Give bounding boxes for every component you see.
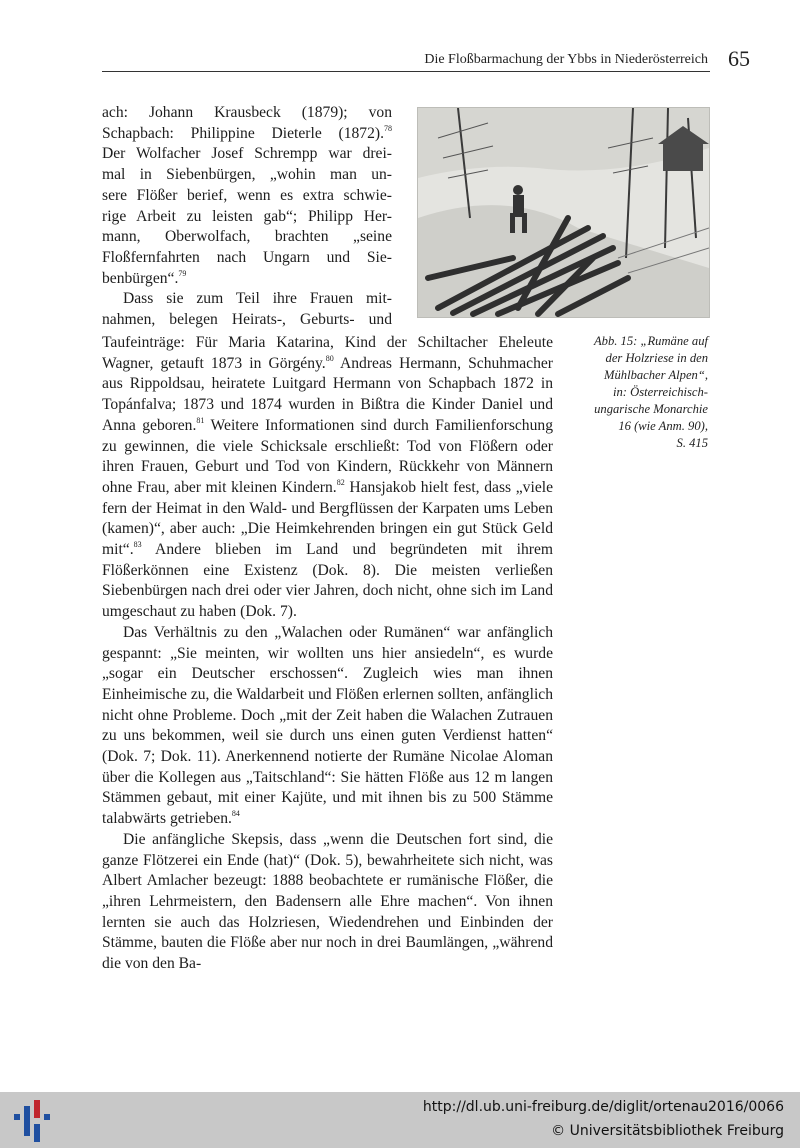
source-url-link[interactable]: http://dl.ub.uni-freiburg.de/diglit/ortenau2016/0066 (422, 1099, 784, 1115)
running-title: Die Floßbarmachung der Ybbs in Niederösterreich (424, 52, 708, 67)
copyright-notice: © Universitätsbibliothek Freiburg (551, 1123, 784, 1139)
footnote-ref: 79 (178, 268, 187, 278)
text-line: mann, Oberwolfach, brachten „seine (102, 228, 392, 246)
footnote-ref: 78 (384, 123, 392, 133)
body-text-wide (102, 333, 553, 975)
caption-line: in: Österreichisch- (612, 385, 708, 399)
body-text-narrow (102, 103, 392, 331)
text-line: Dass sie zum Teil ihre Frauen mit- (123, 290, 392, 308)
caption-line: 16 (wie Anm. 90), (618, 419, 708, 433)
caption-line: Mühlbacher Alpen“, (603, 368, 708, 382)
paragraph: Taufeinträge: Für Maria Katarina, Kind der Schiltacher Eheleute Wagner, getauft 1873 in Görgény.$^{80}$ Andreas Hermann, Schuhmacher aus Rippoldsau, heiratete Luitgard Hermann von Schapbach 1872 in Topánfalva; 1873 und 1874 wurden in Bißtra die Kinder Daniel und Anna geboren.$^{81}$ Weitere Informationen sind durch Familienforschung zu gewinnen, die viele Schicksale erschließt: Tod von Flößern oder ihren Frauen, Geburt und Tod von Kindern, Rückkehr von Männern ohne Frau, aber mit kleinen Kindern.$^{82}$ Hansjakob hielt fest, dass „viele fern der Heimat in den Wald- und Bergflüssen der Karpaten ums Leben (kamen)“, aber auch: „Die Heimkehrenden bringen ein gut Stück Geld mit“.$^{83}$ Andere blieben im Land und begründeten mit ihrem Flößerkönnen eine Existenz (Dok. 8). Die meisten verließen Siebenbürgen nach drei oder vier Jahren, doch nicht, ohne sich im Land umgeschaut zu haben (Dok. 7). (102, 334, 553, 621)
text-line: nahmen, belegen Heirats-, Geburts- und (102, 311, 392, 329)
paragraph: Das Verhältnis zu den „Walachen oder Rumänen“ war anfänglich gespannt: „Sie meinten, wir wollten uns hier ansiedeln“, es wurde „sogar ein Deutscher erschossen“. Zugleich wies man ihnen Einheimische zu, die Waldarbeit und Flößen erlernen sollten, anfänglich nicht ohne Probleme. Doch „mit der Zeit haben die Walachen Zutrauen zu uns bekommen, weil sie durch uns einen guten Verdienst hatten“ (Dok. 7; Dok. 11). Anerkennend notierte der Rumäne Nicolae Aloman über die Kollegen aus „Taitschland“: Sie hätten Flöße aus 12 m langen Stämmen gebaut, mit einer Kajüte, und mit ihnen bis zu 500 Stämme talabwärts getrieben.$^{84}$ (102, 623, 553, 828)
figure-caption (560, 333, 708, 452)
text-line: sere Flößer berief, wenn es extra schwie- (102, 186, 392, 204)
text-line: Der Wolfacher Josef Schrempp war drei- (102, 145, 392, 163)
text-line: Schapbach: Philippine Dieterle (1872).$^{78}$ (102, 123, 392, 142)
footnote-ref: 84 (231, 809, 240, 819)
caption-line: Abb. 15: „Rumäne auf (593, 334, 708, 348)
running-header (102, 46, 750, 74)
footnote-ref: 81 (196, 415, 205, 425)
caption-line: der Holzriese in den (605, 351, 708, 365)
page-number: 65 (728, 46, 750, 71)
text-line: rige Arbeit zu leisten gab“; Philipp Her- (102, 207, 392, 225)
caption-line: S. 415 (676, 436, 708, 450)
footnote-ref: 80 (325, 353, 334, 363)
text-line: benbürgen“.$^{79}$ (102, 268, 187, 287)
log-chute-engraving (418, 108, 709, 317)
paragraph: Die anfängliche Skepsis, dass „wenn die Deutschen fort sind, die ganze Flötzerei ein Ende (hat)“ (Dok. 5), bewahrheitete sich nicht, was Albert Amlacher bezeugt: 1888 beobachtete er rumänische Flößer, die „ihren Lehrmeistern, den Badensern alle Ehre machen“. Von ihnen lernten sie auch das Holzriesen, Wiedendrehen und Einbinden der Stämme, bauten die Flöße aber nur noch in drei Baumlängen, „während die von den Ba- (102, 830, 553, 973)
header-rule (102, 71, 710, 72)
footnote-ref: 83 (133, 540, 142, 550)
text-line: mal in Siebenbürgen, „wohin man un- (102, 166, 392, 184)
footer-bar (0, 1092, 800, 1148)
illustration-figure (417, 107, 710, 318)
caption-line: ungarische Monarchie (594, 402, 708, 416)
text-line: Floßfernfahrten nach Ungarn und Sie- (102, 248, 392, 266)
footnote-ref: 82 (336, 477, 345, 487)
text-line: ach: Johann Krausbeck (1879); von (102, 104, 392, 121)
library-logo-icon (10, 1098, 54, 1144)
